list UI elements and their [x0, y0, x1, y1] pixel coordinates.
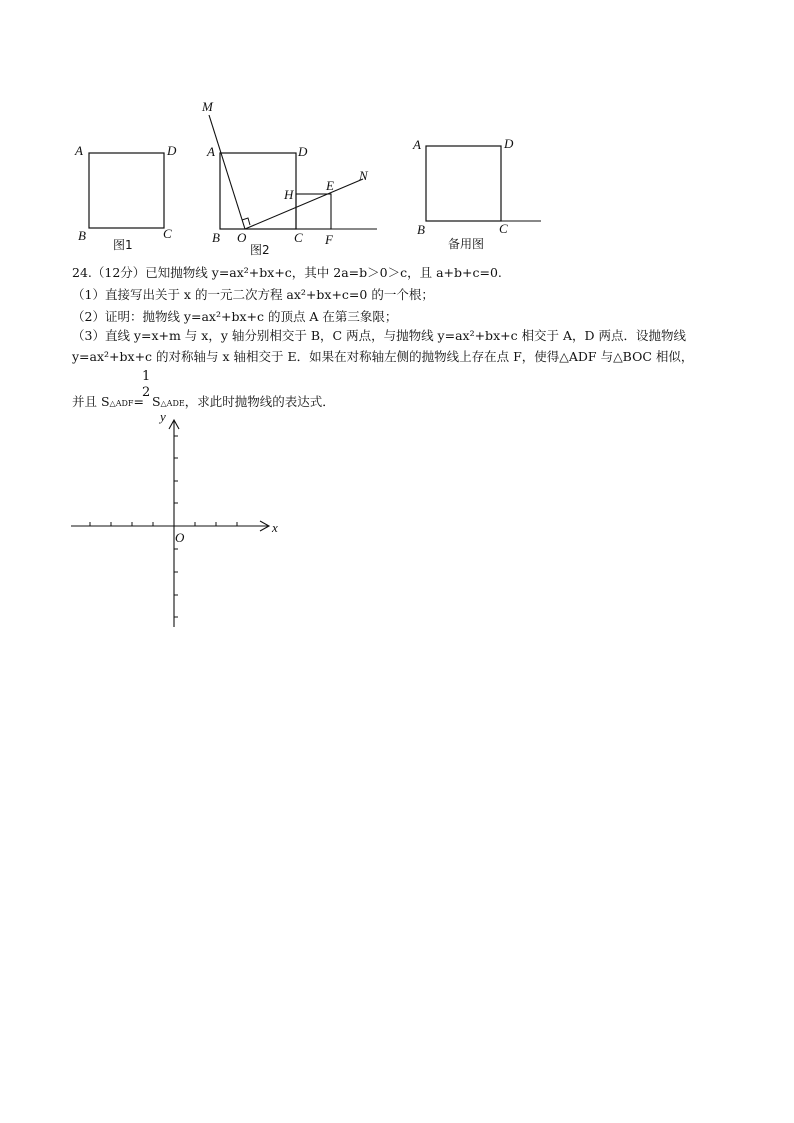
label-n: N — [359, 168, 368, 183]
origin-label: O — [175, 530, 185, 545]
label-h: H — [284, 187, 294, 202]
label-m: M — [202, 99, 213, 114]
label-b: B — [78, 228, 86, 243]
label-b: B — [212, 230, 220, 245]
square-cehf — [296, 194, 331, 229]
fraction-denominator: 2 — [142, 385, 151, 400]
label-a: A — [75, 143, 83, 158]
problem-line-1: 24.（12分）已知抛物线 y=ax²+bx+c，其中 2a=b＞0＞c，且 a+b+c=0. — [72, 265, 502, 280]
square-abcd-fig1 — [89, 153, 164, 228]
label-c: C — [294, 230, 303, 245]
label-a: A — [413, 137, 421, 152]
s-symbol: S — [151, 394, 161, 409]
label-d: D — [504, 136, 514, 151]
problem-line-4: （3）直线 y=x+m 与 x，y 轴分别相交于 B，C 两点，与抛物线 y=ax²+bx+c 相交于 A，D 两点．设抛物线 — [72, 328, 687, 343]
subscript-adf: △ADF — [109, 399, 134, 408]
figure-1-caption: 图1 — [113, 238, 133, 252]
label-f: F — [325, 232, 333, 247]
figure-3 — [410, 132, 545, 257]
label-a: A — [207, 144, 215, 159]
line6-suffix: ，求此时抛物线的表达式． — [184, 394, 335, 409]
label-e: E — [326, 178, 334, 193]
label-o: O — [237, 230, 247, 245]
label-b: B — [417, 222, 425, 237]
label-d: D — [167, 143, 177, 158]
subscript-ade: △ADE — [160, 399, 185, 408]
problem-line-3: （2）证明：抛物线 y=ax²+bx+c 的顶点 A 在第三象限； — [72, 309, 398, 324]
problem-line-2: （1）直接写出关于 x 的一元二次方程 ax²+bx+c=0 的一个根； — [72, 287, 434, 302]
x-ticks — [90, 522, 237, 526]
label-c: C — [499, 221, 508, 236]
figure-2-caption: 图2 — [250, 243, 270, 257]
figure-2 — [195, 95, 385, 260]
y-axis-label: y — [160, 409, 166, 424]
figure-3-caption: 备用图 — [448, 237, 485, 251]
ray-on — [245, 179, 363, 229]
equals-sign: = — [133, 394, 144, 409]
label-d: D — [298, 144, 308, 159]
fraction-numerator: 1 — [142, 369, 151, 384]
square-abcd-fig3 — [426, 146, 501, 221]
figure-1 — [70, 138, 185, 256]
ray-om — [209, 115, 245, 229]
label-c: C — [163, 226, 172, 241]
problem-line-5: y=ax²+bx+c 的对称轴与 x 轴相交于 E．如果在对称轴左侧的抛物线上存在点 F，使得△ADF 与△BOC 相似， — [72, 349, 694, 364]
line6-prefix: 并且 S — [72, 394, 110, 409]
coordinate-axes — [65, 405, 290, 635]
x-axis-label: x — [272, 520, 278, 535]
